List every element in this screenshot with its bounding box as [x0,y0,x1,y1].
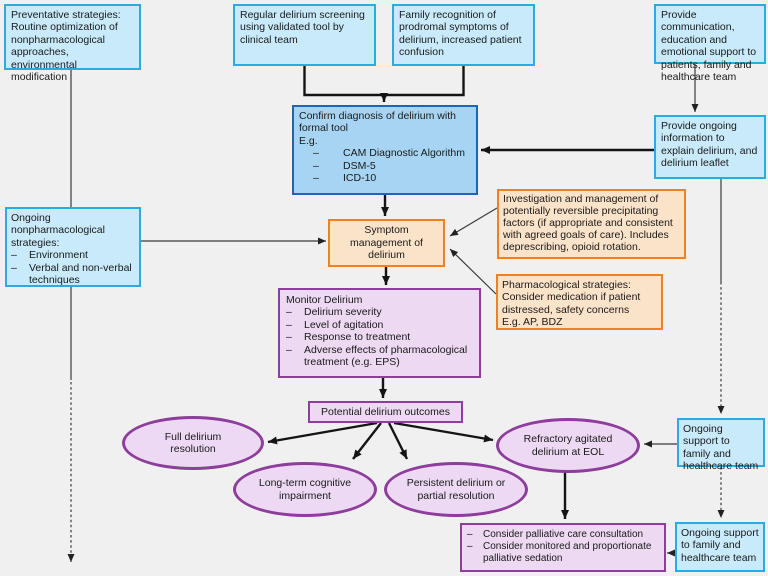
box-provide-communication [654,4,766,83]
bullet-dash: – [313,171,319,184]
box-text: Potential delirium outcomes [321,405,450,418]
bullet-text: Adverse effects of pharmacological treatment (e.g. EPS) [304,343,468,368]
ellipse-text: Refractory agitated delirium at EOL [523,433,613,458]
box-ongoing-information [654,115,766,179]
box-preventative-strategies [4,4,141,83]
box-title: Ongoing nonpharmacological strategies: [11,212,105,249]
bullet-text: Consider palliative care consultation [483,529,644,540]
box-investigation-management [497,189,686,259]
box-palliative-care [460,523,666,572]
box-text: Family recognition of prodromal symptoms of delirium, increased patient confusion [399,9,522,59]
bullet-item [11,249,136,261]
box-family-recognition [392,4,535,66]
box-text: Symptom management of delirium [350,224,423,262]
connector-outcomes-to-longterm [353,423,381,459]
bullet-text: DSM-5 [343,159,376,172]
bullet-dash: – [286,306,292,319]
bullet-item [299,147,471,159]
box-text: Provide communication, education and emotional support to patients, family and healthcare team [661,9,757,83]
bullet-item [11,262,136,287]
ellipse-longterm-impairment [233,462,377,517]
ellipse-refractory-delirium [496,418,640,473]
bullet-text: ICD-10 [343,171,377,184]
bullet-dash: – [11,249,17,262]
ellipse-persistent-delirium [384,462,528,517]
box-text: E.g. [299,134,318,147]
bullet-item [299,172,471,184]
bullet-text: Verbal and non-verbal techniques [29,261,132,286]
ellipse-text: Full delirium resolution [164,430,222,455]
bullet-text: Environment [29,249,88,262]
box-text: E.g. AP, BDZ [502,316,563,329]
bullet-text: Delirium severity [304,306,382,319]
bullet-dash: – [286,343,292,356]
bullet-dash: – [286,331,292,344]
bullet-text: Consider monitored and proportionate palliative sedation [483,540,652,564]
box-text: Provide ongoing information to explain delirium, and delirium leaflet [661,120,758,170]
bullet-item [467,541,661,565]
box-ongoing-support-mid [677,418,765,473]
ellipse-text: Long-term cognitive impairment [258,477,352,502]
box-symptom-management [328,219,445,267]
box-text: Ongoing support to family and healthcare team [683,423,759,473]
connector-outcomes-to-persistent [389,423,407,459]
box-pharmacological-strategies [496,274,663,330]
bullet-dash: – [11,261,17,274]
bullet-text: Level of agitation [304,318,384,331]
connector-investigation-to-symptom [450,208,497,236]
bullet-item [286,344,475,369]
box-title: Monitor Delirium [286,294,363,306]
bullet-item [286,306,475,318]
ellipse-text: Persistent delirium or partial resolution [406,477,506,502]
bullet-text: Response to treatment [304,331,411,344]
box-text: Preventative strategies: Routine optimization of nonpharmacological approaches, environmental modification [11,9,121,83]
ellipse-full-resolution [122,416,264,470]
box-ongoing-nonpharmacological [5,207,141,287]
bullet-item [299,160,471,172]
bullet-dash: – [467,540,473,552]
box-potential-outcomes [308,401,463,423]
bullet-dash: – [313,159,319,172]
bullet-dash: – [313,147,319,160]
box-text: Investigation and management of potentially reversible precipitating factors (if appropriate and consistent with agreed goals of care). Includes deprescribing, opioid rotation. [503,193,673,254]
bullet-text: CAM Diagnostic Algorithm [343,147,465,160]
box-confirm-diagnosis [292,105,478,195]
box-text: Regular delirium screening using validated tool by clinical team [240,9,365,46]
connector-outcomes-to-full-resolution [268,423,377,442]
box-text: Confirm diagnosis of delirium with formal tool [299,110,456,135]
bullet-item [286,319,475,331]
box-regular-screening [233,4,376,66]
bullet-dash: – [286,318,292,331]
bullet-item [286,331,475,343]
bullet-dash: – [467,529,473,540]
box-ongoing-support-bottom [675,522,765,572]
connector-screening-family-elbow [305,66,464,95]
connector-outcomes-to-refractory [394,423,493,440]
box-monitor-delirium [278,288,481,378]
bullet-item [467,529,661,541]
box-text: Ongoing support to family and healthcare team [681,527,759,564]
box-text: Pharmacological strategies: Consider medication if patient distressed, safety concerns [502,279,641,316]
